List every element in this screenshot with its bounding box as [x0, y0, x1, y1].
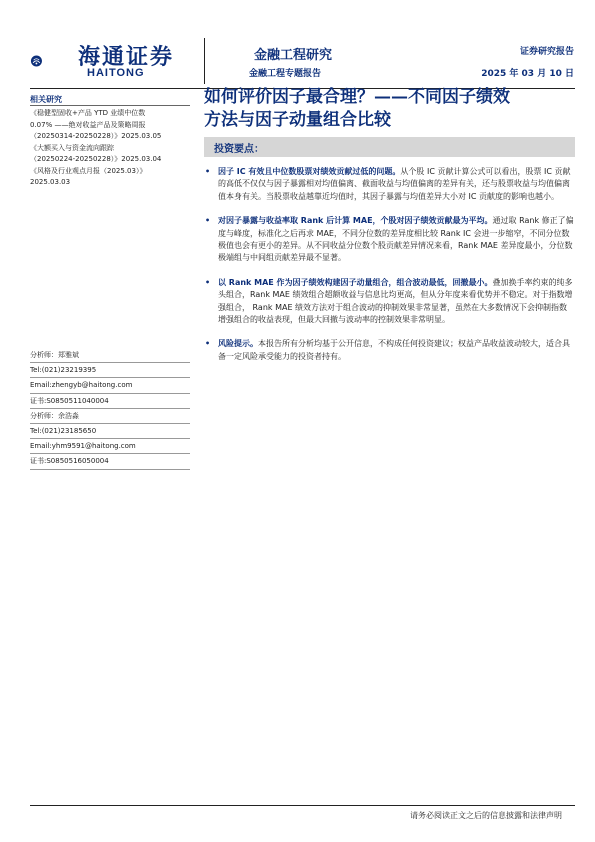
analyst-license: 证书:S0850516050004 [30, 454, 190, 469]
report-title [204, 86, 584, 132]
report-title-line: 如何评价因子最合理？——不同因子绩效 [204, 87, 510, 107]
report-date: 2025 年 03 月 10 日 [481, 69, 574, 79]
related-line[interactable]: 2025.03.03 [30, 178, 71, 186]
key-point-lead: 以 Rank MAE 作为因子绩效构建因子动量组合，组合波动最低，回撤最小。 [218, 277, 493, 287]
footer-disclaimer: 请务必阅读正文之后的信息披露和法律声明 [410, 811, 562, 820]
key-point [205, 215, 575, 265]
key-point [205, 338, 575, 363]
key-point [205, 277, 575, 327]
key-point-body: 从个股 IC 贡献计算公式可以看出，股票 IC 贡献的高低不仅仅与因子暴露相对均值偏离、截面收益与均值偏离的差异有关，还与股票收益与均值偏离值本身有关。当股票收益越靠近均值时，其因子暴露与均值差异大小对 IC 贡献度的影响也越小。 [218, 167, 571, 201]
key-points-label: 投资要点： [214, 144, 264, 155]
header-divider [204, 38, 205, 84]
analyst-email[interactable]: Email:zhengyb@haitong.com [30, 378, 190, 393]
related-line[interactable]: 《稳健型固收+产品 YTD 业绩中位数 [30, 109, 146, 117]
related-research-rule [30, 105, 190, 106]
related-line[interactable]: 《大额买入与资金流向跟踪 [30, 143, 114, 152]
report-category: 证券研究报告 [519, 47, 574, 57]
analyst-name: 分析师：余浩淼 [30, 409, 190, 424]
analyst-info [30, 348, 190, 470]
footer-rule [30, 805, 575, 806]
logo-chinese-name: 海通证券 [78, 44, 175, 70]
bullet-dot-icon: • [205, 277, 211, 287]
key-point [205, 166, 575, 203]
key-point-body: 通过取 Rank 修正了偏度与峰度，标准化之后再求 MAE，不同分位数的差异度相比较 Rank IC 会进一步缩窄，不同分位数极值也会有更小的差异。从不同收益分位数个股贡献差异情况来看，Rank MAE 差异度最小，分位数极端组与中间组贡献差异最不显著。 [218, 216, 574, 263]
report-type: 金融工程研究 [254, 48, 333, 63]
analyst-name: 分析师：郑雅斌 [30, 348, 190, 363]
key-point-lead: 风险提示。 [218, 339, 258, 349]
analyst-email[interactable]: Email:yhm9591@haitong.com [30, 439, 190, 454]
bullet-dot-icon: • [205, 339, 211, 349]
related-research-list [30, 108, 190, 189]
related-line[interactable]: （20250224-20250228）》2025.03.04 [30, 155, 162, 163]
related-line[interactable]: （20250314-20250228）》2025.03.05 [30, 132, 162, 140]
report-subtype: 金融工程专题报告 [249, 69, 322, 79]
bullet-dot-icon: • [205, 216, 211, 226]
haitong-logo-emblem [30, 40, 76, 82]
bullet-dot-icon: • [205, 167, 211, 176]
related-research-heading: 相关研究 [30, 95, 62, 104]
related-line[interactable]: 0.07% ——绝对收益产品及策略周报 [30, 120, 146, 129]
analyst-license: 证书:S0850511040004 [30, 394, 190, 409]
analyst-tel: Tel:(021)23219395 [30, 363, 190, 378]
key-point-body: 叠加换手率约束的纯多头组合，Rank MAE 绩效组合超额收益与信息比均更高，但从分年度来看优势并不稳定。对于指数增强组合， Rank MAE 绩效方法对于组合波动的抑制效果非常显著，虽然在大多数情况下会抑制指数增强组合的收益表现，但最大回撤与波动率的控制效果非常明显。 [218, 277, 573, 325]
analyst-tel: Tel:(021)23185650 [30, 424, 190, 439]
key-point-body: 本报告所有分析均基于公开信息，不构成任何投资建议；权益产品收益波动较大，适合具备一定风险承受能力的投资者持有。 [218, 339, 570, 361]
key-point-lead: 对因子暴露与收益率取 Rank 后计算 MAE，个股对因子绩效贡献最为平均。 [218, 216, 493, 226]
logo-english-name: HAITONG [87, 67, 145, 79]
key-point-lead: 因子 IC 有效且中位数股票对绩效贡献过低的问题。 [218, 167, 401, 176]
key-points-list [205, 166, 575, 375]
report-title-line: 方法与因子动量组合比较 [204, 110, 391, 130]
related-line[interactable]: 《风格及行业观点月报（2025.03）》 [30, 166, 147, 175]
